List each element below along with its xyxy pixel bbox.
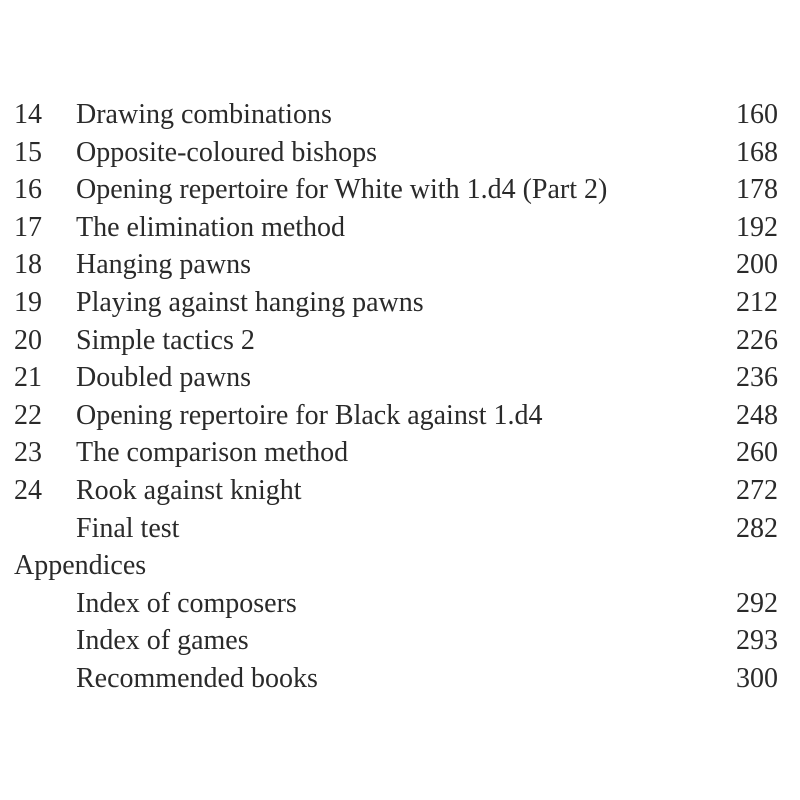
toc-entry [0, 434, 800, 472]
page-number: 212 [736, 286, 778, 318]
page-number: 178 [736, 174, 778, 206]
page-number: 272 [736, 474, 778, 506]
chapter-title: Doubled pawns [76, 362, 251, 394]
toc-entry [0, 510, 800, 548]
page-number: 293 [736, 625, 778, 657]
toc-entry [0, 585, 800, 623]
toc-entry [0, 284, 800, 322]
toc-entry [0, 322, 800, 360]
toc-entry [0, 171, 800, 209]
chapter-number: 16 [14, 174, 42, 206]
chapter-title: Opening repertoire for White with 1.d4 (Part 2) [76, 174, 608, 206]
chapter-number: 19 [14, 286, 42, 318]
appendices-heading-row [0, 547, 800, 585]
page-number: 248 [736, 399, 778, 431]
toc-entry [0, 246, 800, 284]
page-number: 168 [736, 136, 778, 168]
toc-entry [0, 359, 800, 397]
chapter-number: 20 [14, 324, 42, 356]
chapter-number: 24 [14, 474, 42, 506]
toc-entry [0, 622, 800, 660]
chapter-number: 18 [14, 249, 42, 281]
table-of-contents [0, 96, 800, 698]
page-number: 282 [736, 512, 778, 544]
chapter-title: The elimination method [76, 211, 346, 243]
chapter-number: 17 [14, 211, 42, 243]
page-number: 300 [736, 662, 778, 694]
page-number: 192 [736, 211, 778, 243]
chapter-number: 14 [14, 99, 42, 130]
chapter-title: Simple tactics 2 [76, 324, 255, 356]
appendices-heading: Appendices [14, 550, 147, 582]
page-number: 200 [736, 249, 778, 281]
entry-title: Recommended books [76, 662, 318, 694]
page-number: 160 [736, 99, 778, 130]
chapter-title: Opening repertoire for Black against 1.d4 [76, 399, 543, 431]
chapter-title: The comparison method [76, 437, 349, 469]
page-number: 236 [736, 362, 778, 394]
chapter-title: Drawing combinations [76, 99, 332, 130]
chapter-number: 22 [14, 399, 42, 431]
toc-entry [0, 209, 800, 247]
entry-title: Index of games [76, 625, 249, 657]
chapter-title: Hanging pawns [76, 249, 251, 281]
chapter-number: 23 [14, 437, 42, 469]
chapter-title: Rook against knight [76, 474, 302, 506]
chapter-title: Opposite-coloured bishops [76, 136, 377, 168]
toc-entry [0, 96, 800, 134]
toc-entry [0, 472, 800, 510]
toc-entry [0, 660, 800, 698]
chapter-title: Final test [76, 512, 180, 544]
toc-entry [0, 134, 800, 172]
entry-title: Index of composers [76, 587, 297, 619]
chapter-title: Playing against hanging pawns [76, 286, 424, 318]
page-number: 292 [736, 587, 778, 619]
chapter-number: 21 [14, 362, 42, 394]
page-number: 260 [736, 437, 778, 469]
toc-entry [0, 397, 800, 435]
page-number: 226 [736, 324, 778, 356]
chapter-number: 15 [14, 136, 42, 168]
